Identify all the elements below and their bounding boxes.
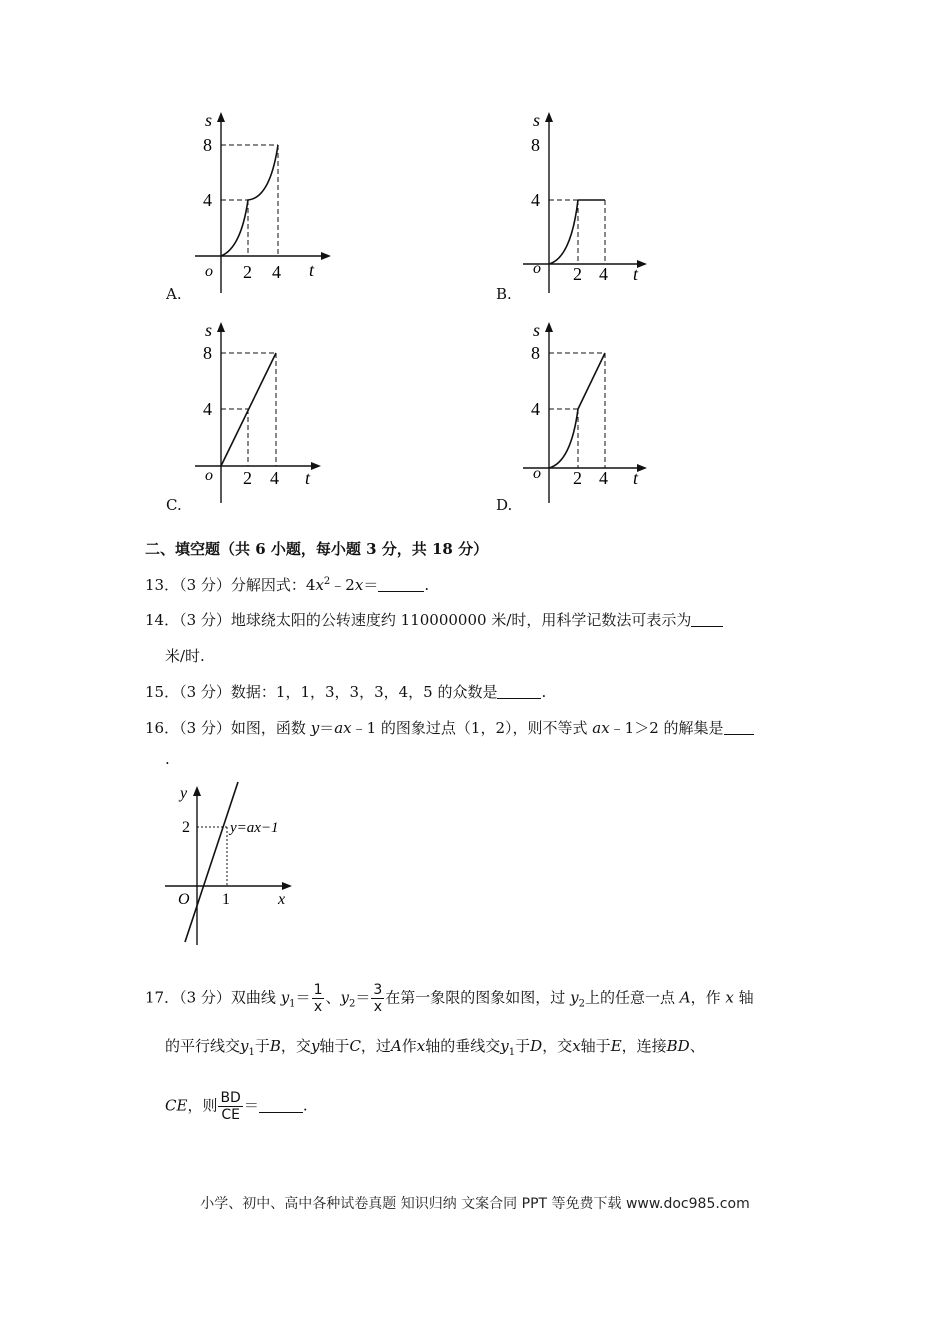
question-15: 15．（3 分）数据：1，1，3，3，3，4，5 的众数是 .: [145, 683, 547, 701]
t-axis-label: t: [633, 264, 639, 284]
s-axis-label: s: [205, 320, 213, 340]
tick-label: 2: [182, 819, 190, 836]
tick-label: 2: [243, 468, 252, 488]
s-axis-label: s: [533, 320, 541, 340]
option-b-graph: [513, 108, 673, 298]
tick-label: 4: [531, 399, 540, 419]
tick-label: 2: [573, 264, 582, 284]
tick-label: 8: [203, 343, 212, 363]
tick-label: 4: [203, 190, 212, 210]
option-d-label: D.: [496, 496, 513, 514]
x-axis-label: x: [278, 891, 286, 908]
tick-label: 4: [599, 264, 608, 284]
section-title: 二、填空题（共 6 小题，每小题 3 分，共 18 分）: [145, 540, 489, 558]
question-13: 13．（3 分）分解因式：$4x^2﹣2x=$ .: [145, 576, 430, 594]
question-14: 14．（3 分）地球绕太阳的公转速度约 110000000 米/时，用科学记数法可表示为: [145, 609, 723, 630]
origin-label: o: [205, 263, 213, 280]
origin-label: o: [205, 467, 213, 484]
t-axis-label: t: [305, 468, 311, 488]
question-16-cont: .: [165, 750, 170, 768]
fraction: $\frac{3}{x}$: [373, 982, 383, 1015]
option-d-graph: [513, 318, 673, 508]
question-16-graph: [160, 780, 310, 950]
answer-blank[interactable]: [724, 720, 754, 735]
option-b-label: B.: [496, 285, 512, 303]
option-a-label: A.: [166, 285, 182, 303]
origin-label: o: [533, 260, 541, 277]
question-17-line2: 的平行线交$y_1$于B，交y轴于C，过A作x轴的垂线交$y_1$于D，交x轴于E，连接BD、: [165, 1037, 705, 1058]
tick-label: 8: [203, 135, 212, 155]
tick-label: 4: [272, 262, 281, 282]
tick-label: 1: [222, 891, 230, 908]
answer-blank[interactable]: [691, 612, 723, 627]
origin-label: o: [533, 465, 541, 482]
origin-label: O: [178, 891, 190, 908]
question-16: 16．（3 分）如图，函数 y＝ax﹣1 的图象过点（1，2），则不等式 ax﹣1＞2 的解集是: [145, 717, 754, 738]
answer-blank[interactable]: [378, 577, 424, 592]
tick-label: 2: [573, 468, 582, 488]
tick-label: 8: [531, 135, 540, 155]
tick-label: 4: [531, 190, 540, 210]
option-c-label: C.: [166, 496, 182, 514]
question-17: 17．（3 分）双曲线 $y_1=$ $\frac{1}{x}$ 、$y_2=$ $\frac{3}{x}$ 在第一象限的图象如图，过 $y_2$上的任意一点 A，作 x 轴: [145, 982, 754, 1015]
t-axis-label: t: [633, 468, 639, 488]
option-a-graph: [185, 108, 345, 298]
line-label: y=ax−1: [230, 820, 279, 836]
tick-label: 4: [270, 468, 279, 488]
y-axis-label: y: [180, 785, 188, 802]
answer-blank[interactable]: [259, 1098, 303, 1113]
question-17-line3: CE，则 $\frac{BD}{CE}$ ＝ .: [165, 1090, 308, 1123]
footer-ad: 小学、初中、高中各种试卷真题 知识归纳 文案合同 PPT 等免费下载 www.doc985.com: [200, 1196, 750, 1212]
option-c-graph: [185, 318, 345, 508]
tick-label: 4: [599, 468, 608, 488]
s-axis-label: s: [205, 110, 213, 130]
tick-label: 2: [243, 262, 252, 282]
question-14-cont: 米/时.: [165, 647, 205, 665]
fraction: $\frac{1}{x}$: [313, 982, 323, 1015]
fraction: $\frac{BD}{CE}$: [220, 1090, 241, 1123]
tick-label: 4: [203, 399, 212, 419]
answer-blank[interactable]: [497, 684, 541, 699]
tick-label: 8: [531, 343, 540, 363]
t-axis-label: t: [309, 260, 315, 280]
s-axis-label: s: [533, 110, 541, 130]
